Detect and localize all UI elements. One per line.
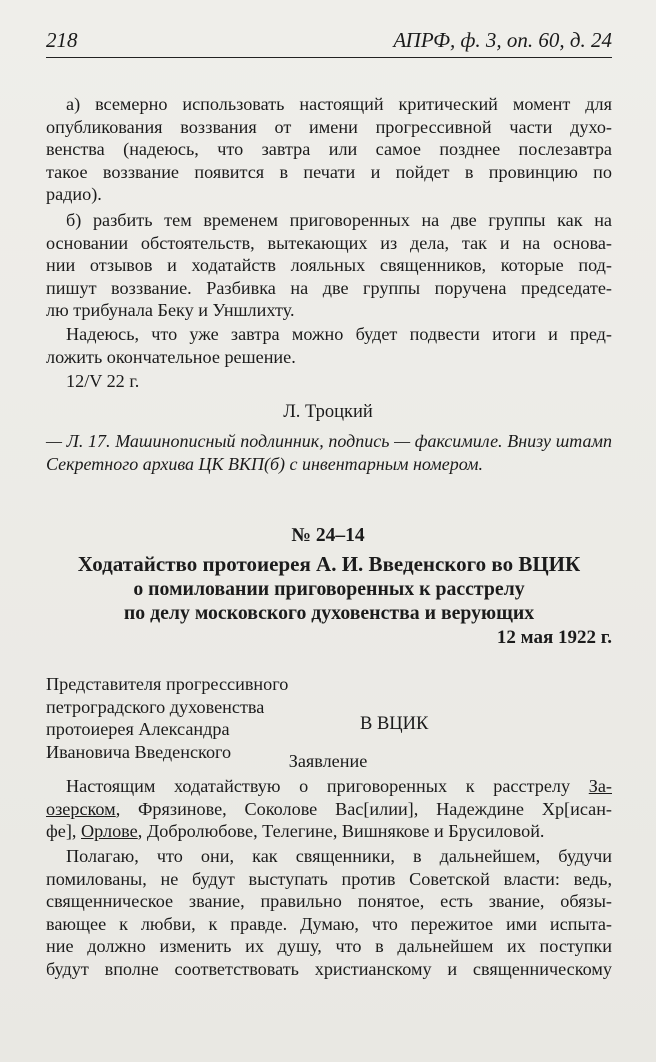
- sender-block: [46, 673, 288, 763]
- reasoning-line-5: ние должно изменить их душу, что в дальнейшем их поступки: [46, 936, 612, 957]
- title-line-3: по делу московского духовенства и верующих: [123, 602, 535, 624]
- reasoning-line-1: Полагаю, что они, как священники, в дальнейшем, будучи: [66, 846, 612, 866]
- reasoning-line-4: вающее к любви, к правде. Думаю, что пережитое ими испыта-: [46, 913, 612, 934]
- item-b-line-1: б) разбить тем временем приговоренных на две группы как на: [66, 210, 612, 230]
- signature: Л. Троцкий: [283, 402, 373, 422]
- recipient: В ВЦИК: [360, 714, 429, 734]
- sender-line-2: петроградского духовенства: [46, 696, 265, 717]
- reasoning-line-2: помилованы, не будут выступать против Советской власти: ведь,: [46, 868, 612, 889]
- closing-paragraph: [46, 323, 612, 393]
- petition-text-start: Настоящим ходатайствую о приговоренных к расстрелу: [66, 776, 589, 796]
- item-b-line-2: основании обстоятельств, вытекающих из дела, так и на основа-: [46, 232, 612, 253]
- item-b-line-3: нии отзывов и ходатайств лояльных священников, которые под-: [46, 255, 612, 276]
- underlined-name-zaozersky-b: озерском: [46, 798, 116, 819]
- petition-text-mid2: фе],: [46, 821, 82, 842]
- letter-date: 12/V 22 г.: [66, 371, 140, 392]
- petition-text-mid1: , Фрязинове, Соколове Вас[илии], Надеждине Хр[исан-: [115, 798, 612, 819]
- item-a-line-4: такое воззвание появится в печати и пойдет в провинцию по: [46, 161, 612, 182]
- item-b-paragraph: [46, 209, 612, 322]
- archive-reference: АПРФ, ф. 3, оп. 60, д. 24: [393, 28, 612, 52]
- item-b-line-4: пишут воззвание. Разбивка на две группы поручена председате-: [46, 277, 612, 298]
- sender-line-3: протоиерея Александра: [46, 719, 230, 739]
- petition-paragraph: [46, 775, 612, 843]
- petition-line-1: [46, 775, 612, 798]
- header-rule: [46, 57, 612, 58]
- item-a-line-3: венства (надеюсь, что завтра или самое позднее послезавтра: [46, 139, 612, 160]
- sender-line-4: Ивановича Введенского: [46, 741, 232, 762]
- page-number: 218: [46, 28, 78, 52]
- statement-heading: Заявление: [288, 751, 368, 771]
- closing-line-2: ложить окончательное решение.: [46, 346, 296, 367]
- item-a-line-5: радио).: [46, 184, 102, 205]
- reasoning-line-3: священническое звание, правильно понятое, есть звание, обязы-: [46, 891, 612, 912]
- petition-line-2: [46, 798, 612, 821]
- reasoning-line-6: будут вполне соответствовать христианскому и священническому: [46, 958, 612, 979]
- title-line-1: Ходатайство протоиерея А. И. Введенского во ВЦИК: [77, 552, 581, 576]
- running-header: [46, 28, 612, 60]
- petition-line-3: [46, 820, 612, 843]
- underlined-name-zaozersky-a: За-: [588, 776, 612, 796]
- document-date: 12 мая 1922 г.: [496, 627, 612, 648]
- sender-line-1: Представителя прогрессивного: [46, 674, 289, 694]
- reasoning-paragraph: [46, 845, 612, 981]
- item-a-line-2: опубликования воззвания от имени прогрессивной части духо-: [46, 116, 612, 137]
- document-number: № 24–14: [291, 525, 365, 546]
- title-line-2: о помиловании приговоренных к расстрелу: [133, 577, 525, 600]
- archive-note: — Л. 17. Машинописный подлинник, подпись — факсимиле. Внизу штамп Секретного архива ЦК ВКП(б) с инвентарным номером.: [46, 431, 612, 474]
- closing-line-1: Надеюсь, что уже завтра можно будет подвести итоги и пред-: [66, 324, 612, 344]
- item-a-paragraph: [46, 93, 612, 206]
- item-b-line-5: лю трибунала Беку и Уншлихту.: [46, 300, 295, 321]
- underlined-name-orlov: Орлове: [81, 821, 138, 842]
- document-title: [46, 552, 612, 626]
- petition-text-end: , Добролюбове, Телегине, Вишнякове и Брусиловой.: [137, 821, 545, 842]
- item-a-line-1: а) всемерно использовать настоящий критический момент для: [66, 94, 612, 114]
